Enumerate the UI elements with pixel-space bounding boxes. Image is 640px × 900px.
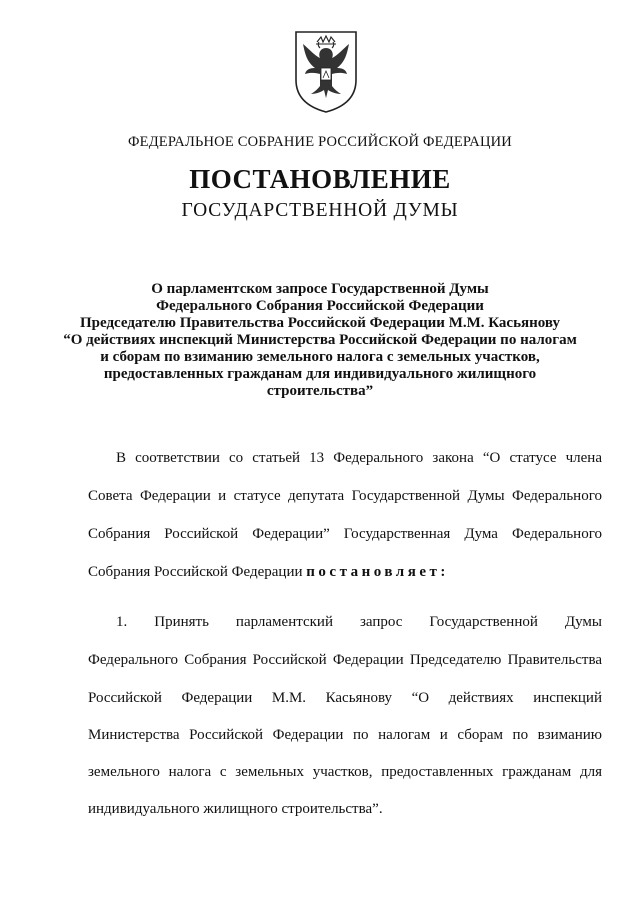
preamble-line: В соответствии со статьей 13 Федерального закона “О статусе члена bbox=[116, 450, 602, 466]
clause-line: индивидуального жилищного строительства”. bbox=[88, 801, 383, 817]
preamble-line bbox=[88, 564, 602, 582]
clause-line: земельного налога с земельных участков, предоставленных гражданам для bbox=[88, 764, 602, 780]
clause-line: 1. Принять парламентский запрос Государственной Думы bbox=[116, 614, 602, 630]
preamble-line-text: Собрания Российской Федерации bbox=[88, 564, 303, 580]
subject-line: О парламентском запросе Государственной Думы bbox=[151, 281, 489, 297]
resolution-subject bbox=[60, 281, 580, 400]
subject-line: предоставленных гражданам для индивидуального жилищного bbox=[103, 366, 537, 382]
clause-line: Федерального Собрания Российской Федерации Председателю Правительства bbox=[88, 652, 602, 668]
clause-line: Министерства Российской Федерации по налогам и сборам по взиманию bbox=[88, 727, 602, 743]
issuer-title: ГОСУДАРСТВЕННОЙ ДУМЫ bbox=[181, 200, 459, 221]
subject-line: и сборам по взиманию земельного налога с земельных участков, bbox=[100, 349, 540, 365]
subject-line: Федерального Собрания Российской Федерации bbox=[156, 298, 484, 314]
document-type-title: ПОСТАНОВЛЕНИЕ bbox=[189, 164, 451, 194]
subject-line: Председателю Правительства Российской Федерации М.М. Касьянову bbox=[79, 315, 560, 331]
preamble-line: Собрания Российской Федерации” Государственная Дума Федерального bbox=[88, 526, 602, 542]
russian-coat-of-arms-icon bbox=[293, 28, 359, 114]
clause-line: Российской Федерации М.М. Касьянову “О действиях инспекций bbox=[88, 690, 602, 706]
resolves-keyword: постановляет: bbox=[306, 564, 449, 580]
subject-line: строительства” bbox=[266, 383, 374, 399]
subject-line: “О действиях инспекций Министерства Российской Федерации по налогам bbox=[63, 332, 577, 348]
assembly-title: ФЕДЕРАЛЬНОЕ СОБРАНИЕ РОССИЙСКОЙ ФЕДЕРАЦИИ bbox=[128, 134, 512, 150]
preamble-line: Совета Федерации и статусе депутата Государственной Думы Федерального bbox=[88, 488, 602, 504]
